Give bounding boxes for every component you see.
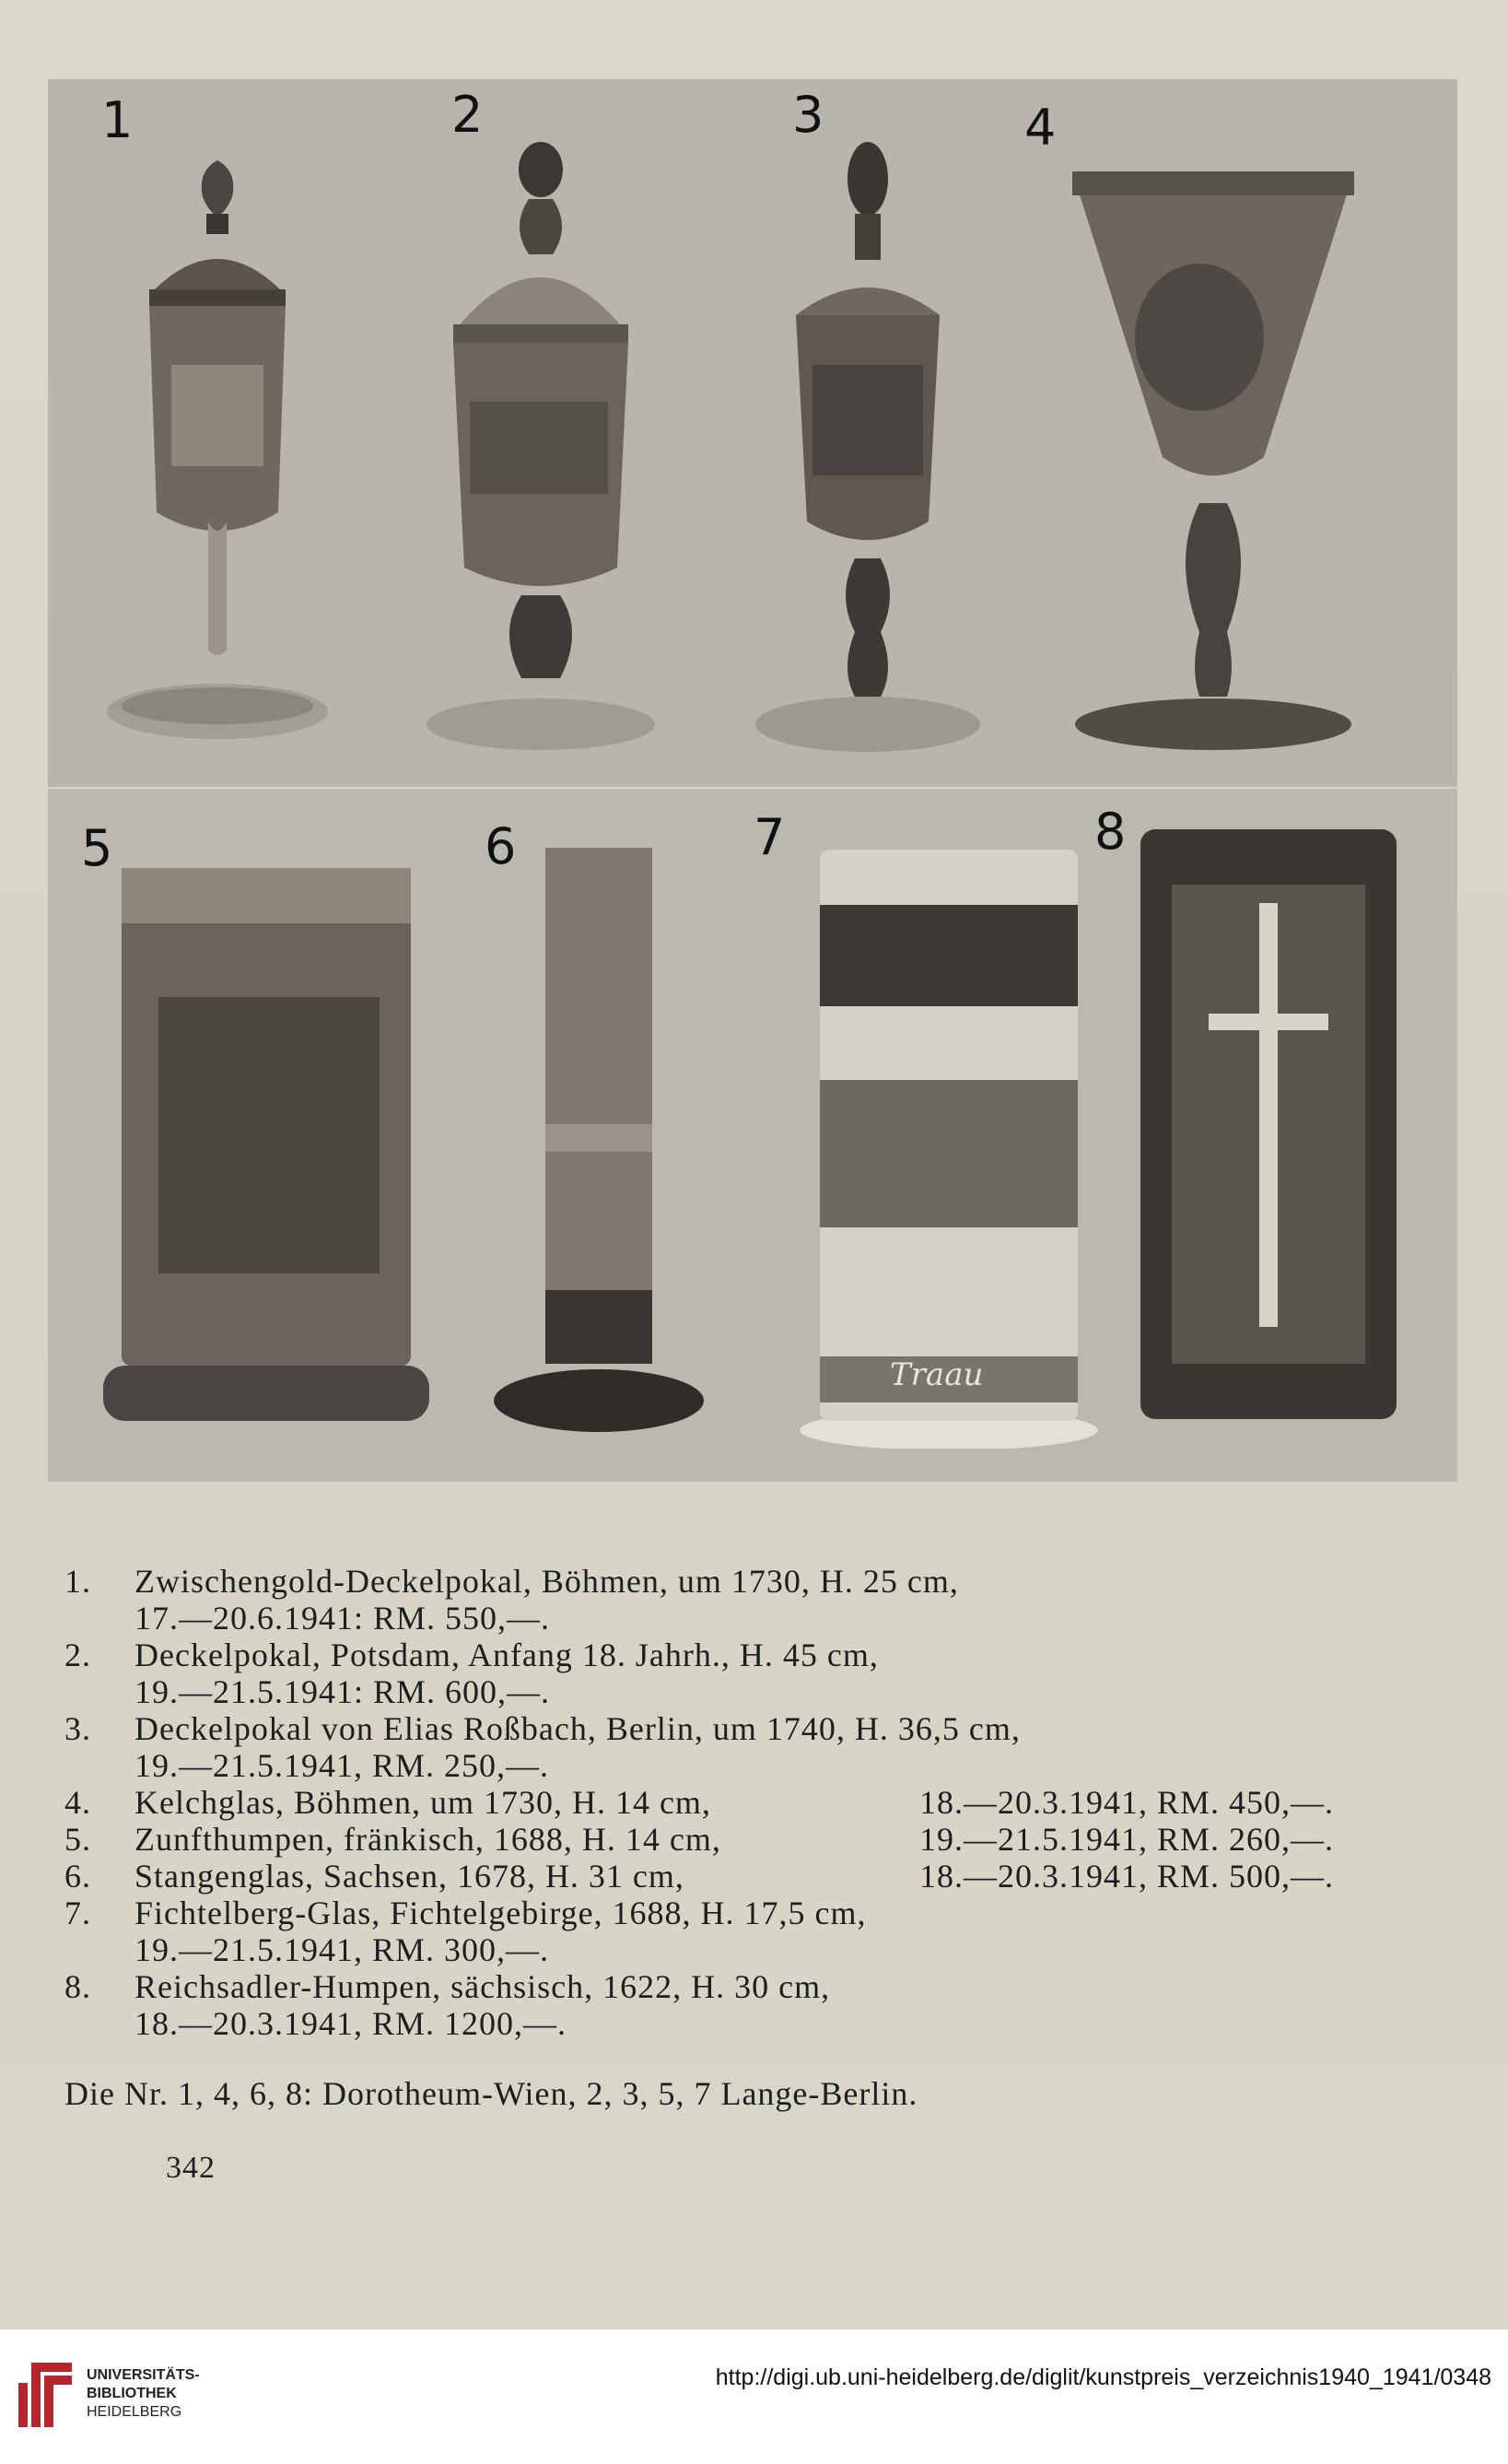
caption-line: Deckelpokal, Potsdam, Anfang 18. Jahrh., H. 45 cm, [134,1637,879,1673]
photo-plate-bottom [48,789,1457,1482]
plate-number-8: 8 [1094,803,1127,861]
plate-number-1: 1 [101,91,134,149]
caption-description: Stangenglas, Sachsen, 1678, H. 31 cm, [134,1858,684,1895]
caption-number: 3. [64,1710,91,1747]
caption-sale-info: 19.—21.5.1941, RM. 260,—. [919,1821,1335,1858]
caption-line: Deckelpokal von Elias Roßbach, Berlin, um 1740, H. 36,5 cm, [134,1710,1021,1747]
caption-number: 8. [64,1968,91,2005]
caption-line: Reichsadler-Humpen, sächsisch, 1622, H. 30 cm, [134,1968,831,2005]
caption-sale-info: 18.—20.3.1941, RM. 450,—. [919,1784,1335,1821]
caption-item-1 [64,1563,1465,1637]
caption-item-7 [64,1895,1465,1968]
caption-number: 4. [64,1784,91,1821]
plate-number-3: 3 [792,86,824,144]
plate-number-4: 4 [1024,99,1057,157]
caption-list [64,1563,1465,2042]
glass-8-reichsadler-humpen [1135,829,1402,1437]
glass-7-fichtelberg-glass [792,840,1105,1449]
library-name-line1: UNIVERSITÄTS- [87,2367,200,2383]
library-name [87,2366,200,2422]
glass-3-covered-goblet [748,135,988,761]
glass-5-guild-tankard [103,859,429,1430]
caption-item-3 [64,1710,1465,1784]
library-name-line2: BIBLIOTHEK [87,2386,177,2401]
university-library-logo-icon[interactable] [13,2363,72,2427]
caption-line: Fichtelberg-Glas, Fichtelgebirge, 1688, H. 17,5 cm, [134,1895,867,1931]
engraved-inscription: Traau [890,1356,984,1393]
caption-sale-info: 18.—20.3.1941, RM. 500,—. [919,1858,1335,1895]
caption-line: 19.—21.5.1941: RM. 600,—. [134,1673,551,1710]
library-name-line3: HEIDELBERG [87,2404,182,2420]
glass-4-wine-glass [1061,153,1365,761]
caption-item-4 [64,1784,1465,1821]
caption-item-6 [64,1858,1465,1895]
caption-number: 2. [64,1637,91,1673]
photo-plate-top [48,79,1457,787]
page-number: 342 [166,2151,216,2185]
caption-line: 19.—21.5.1941, RM. 250,—. [134,1747,550,1784]
caption-line: Zwischengold-Deckelpokal, Böhmen, um 1730, H. 25 cm, [134,1563,959,1600]
digitization-footer [0,2329,1508,2464]
plate-number-2: 2 [451,86,484,144]
caption-description: Zunfthumpen, fränkisch, 1688, H. 14 cm, [134,1821,721,1858]
caption-number: 5. [64,1821,91,1858]
plate-number-7: 7 [754,808,786,866]
caption-item-2 [64,1637,1465,1710]
plate-number-5: 5 [81,819,113,877]
caption-item-8 [64,1968,1465,2042]
caption-description: Kelchglas, Böhmen, um 1730, H. 14 cm, [134,1784,711,1821]
caption-number: 1. [64,1563,91,1600]
permalink-url[interactable]: http://digi.ub.uni-heidelberg.de/diglit/kunstpreis_verzeichnis1940_1941/0348 [715,2364,1491,2390]
glass-1-covered-goblet [98,153,337,761]
provenance-note: Die Nr. 1, 4, 6, 8: Dorotheum-Wien, 2, 3, 5, 7 Lange-Berlin. [64,2075,918,2112]
caption-line: 19.—21.5.1941, RM. 300,—. [134,1931,550,1968]
caption-number: 6. [64,1858,91,1895]
glass-2-covered-goblet [420,135,661,761]
caption-item-5 [64,1821,1465,1858]
glass-6-stangenglas [488,848,709,1437]
plate-number-6: 6 [485,817,517,875]
caption-line: 18.—20.3.1941, RM. 1200,—. [134,2005,567,2042]
caption-number: 7. [64,1895,91,1931]
caption-line: 17.—20.6.1941: RM. 550,—. [134,1600,551,1637]
